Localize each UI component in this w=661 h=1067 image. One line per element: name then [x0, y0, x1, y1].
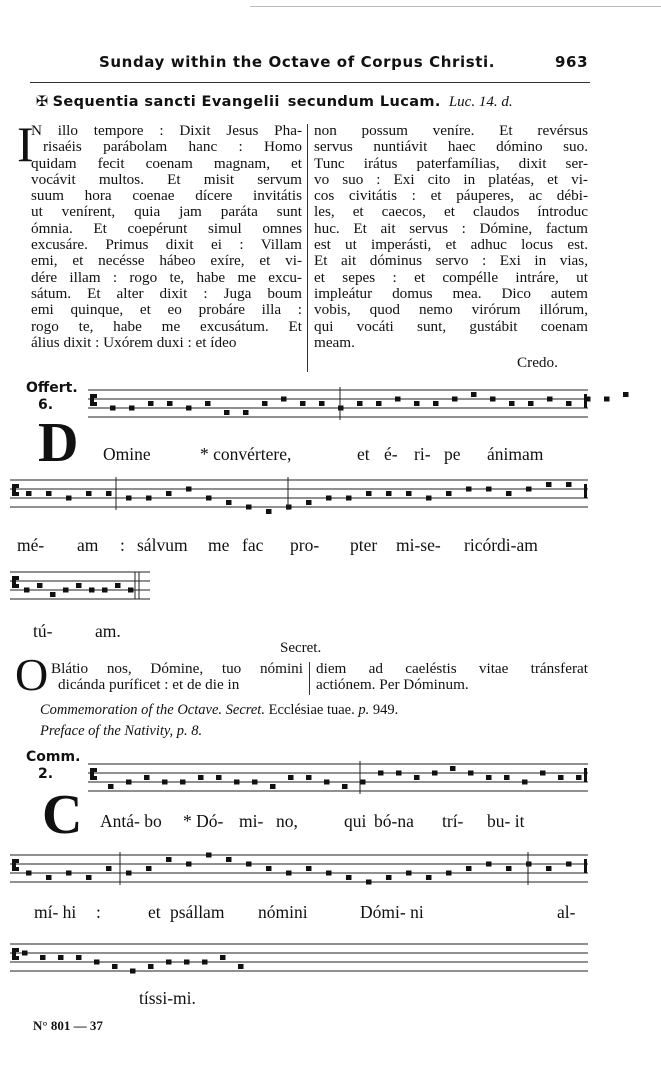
text-line: dicánda puríficet : et de die in: [58, 676, 240, 694]
text-line: est ut imperásti, et adhuc locus est.: [314, 236, 588, 254]
commemoration-page-label: p.: [358, 702, 370, 718]
text-line: Blátio nos, Dómine, tuo nómini: [51, 660, 303, 677]
lyric-syllable: trí-: [442, 811, 464, 831]
top-rule: [250, 6, 661, 7]
text-line: vocávit multos. Et misit servum: [31, 170, 302, 188]
text-line: ómnia. Et coepérunt simul omnes: [31, 219, 302, 237]
gospel-title: Sequentia sancti Evangelii: [52, 94, 280, 110]
page-number: 963: [555, 53, 589, 71]
text-line: suum hora coenae dícere invitátis: [31, 187, 302, 205]
lyric-syllable: et: [357, 444, 370, 464]
lyric-syllable: ánimam: [487, 444, 544, 464]
communion-staff-1: [0, 752, 590, 812]
lyric-syllable: mi-: [239, 811, 264, 831]
text-line: quidam fecit coenam magnam, et: [31, 154, 302, 172]
lyric-syllable: * convértere,: [200, 444, 292, 464]
commemoration-text: Ecclésiae tuae.: [264, 702, 359, 718]
text-line: non possum veníre. Et revérsus: [314, 122, 588, 139]
text-line: huc. Et ait servus : Dómine, factum: [314, 219, 588, 237]
text-line: álius dixit : Uxórem duxi : et ídeo: [31, 333, 237, 351]
text-line: diem ad caeléstis vitae tránsferat: [316, 660, 588, 677]
lyric-syllable: mé-: [17, 535, 45, 555]
lyric-syllable: mí- hi: [34, 902, 77, 922]
lyric-syllable: :: [120, 535, 125, 555]
offertory-initial: D: [38, 412, 79, 474]
lyric-syllable: pro-: [290, 535, 320, 555]
text-line: impleátur domus mea. Dico autem: [314, 284, 588, 302]
lyric-syllable: é-: [384, 444, 398, 464]
communion-staff-2: [0, 843, 590, 903]
gospel-title-right: secundum Lucam.: [287, 94, 441, 110]
lyric-syllable: * Dó-: [183, 811, 224, 831]
lyric-syllable: qui: [344, 811, 367, 831]
lyric-syllable: Antá- bo: [100, 811, 162, 831]
lyric-syllable: et: [148, 902, 161, 922]
text-line: ut venírent, quia jam paráta sunt: [31, 203, 302, 221]
text-line: risaéis parábolam hanc : Homo: [43, 138, 302, 156]
lyric-syllable: am: [77, 535, 99, 555]
offertory-mode: 6.: [38, 397, 54, 413]
secret-heading: Secret.: [280, 640, 322, 656]
text-line: meam.: [314, 333, 355, 351]
text-line: excusáre. Primus dixit ei : Villam: [31, 236, 302, 254]
text-line: rogo te, habe me excusátum. Et: [31, 317, 302, 335]
text-line: N illo tempore : Dixit Jesus Pha-: [31, 122, 302, 139]
text-line: cos civitátis : et páuperes, ac débi-: [314, 187, 588, 205]
text-line: et sepes : et compélle intráre, ut: [314, 268, 588, 286]
lyric-syllable: psállam: [170, 902, 225, 922]
text-line: Et ait dóminus servo : Exi in vias,: [314, 252, 588, 270]
lyric-syllable: tú-: [33, 621, 53, 641]
lyric-syllable: me: [208, 535, 230, 555]
secret-left-column: [51, 661, 303, 694]
text-line: qui vocáti sunt, gustábit coenam: [314, 317, 588, 335]
gospel-reference: Luc. 14. d.: [448, 94, 513, 110]
preface-page: p. 8.: [173, 723, 203, 739]
text-line: vo suo : Exi cito in platéas, et vi-: [314, 170, 588, 188]
gospel-dropcap: I: [17, 116, 34, 172]
gospel-left-column: [31, 123, 302, 351]
offertory-staff-2: [0, 468, 590, 528]
cross-icon: ✠: [36, 94, 49, 110]
running-title: Sunday within the Octave of Corpus Christi.: [99, 53, 496, 71]
lyric-syllable: fac: [242, 535, 264, 555]
text-line: sátum. Et alter dixit : Juga boum: [31, 284, 302, 302]
lyric-syllable: pter: [350, 535, 378, 555]
communion-initial: C: [42, 784, 83, 846]
lyric-syllable: pe: [444, 444, 461, 464]
column-divider: [307, 124, 308, 372]
lyric-syllable: bó-na: [374, 811, 414, 831]
text-line: dére illam : rogo te, habe me excu-: [31, 268, 302, 286]
lyric-syllable: Omine: [103, 444, 151, 464]
secret-divider: [309, 662, 310, 695]
lyric-syllable: :: [96, 902, 101, 922]
credo: Credo.: [517, 354, 558, 371]
lyric-syllable: ricórdi-am: [464, 535, 538, 555]
lyric-syllable: mi-se-: [396, 535, 441, 555]
lyric-syllable: tíssi-mi.: [139, 988, 196, 1008]
text-line: actiónem. Per Dóminum.: [316, 676, 469, 694]
preface-label: Preface of the Nativity,: [40, 723, 174, 739]
commemoration-label: Commemoration of the Octave. Secret.: [40, 702, 265, 718]
secret-dropcap: O: [15, 649, 49, 700]
lyric-syllable: nómini: [258, 902, 308, 922]
lyric-syllable: no,: [276, 811, 298, 831]
footer-signature: N° 801 — 37: [33, 1018, 103, 1033]
offertory-label: Offert.: [26, 380, 78, 396]
communion-staff-3: [0, 930, 590, 990]
lyric-syllable: al-: [557, 902, 576, 922]
commemoration: [40, 702, 398, 719]
text-line: vobis, quod nemo virórum illórum,: [314, 301, 588, 319]
text-line: emi, et necésse hábeo exíre, et vi-: [31, 252, 302, 270]
lyric-syllable: bu- it: [487, 811, 525, 831]
offertory-staff-1: [0, 380, 590, 440]
lyric-syllable: sálvum: [137, 535, 188, 555]
text-line: emi quinque, et eo probáre illa :: [31, 301, 302, 319]
text-line: Tunc irátus paterfamílias, dixit ser-: [314, 154, 588, 172]
lyric-syllable: ri-: [414, 444, 431, 464]
offertory-staff-3: [0, 560, 590, 620]
communion-mode: 2.: [38, 766, 54, 782]
lyric-syllable: Dómi- ni: [360, 902, 424, 922]
preface: [40, 723, 202, 740]
lyric-syllable: am.: [95, 621, 121, 641]
gospel-right-column: [314, 123, 588, 351]
gospel-heading: [36, 93, 513, 111]
communion-label: Comm.: [26, 749, 81, 765]
header-rule: [30, 82, 590, 83]
text-line: les, et caecos, et claudos íntroduc: [314, 203, 588, 221]
commemoration-page: 949.: [369, 702, 399, 718]
secret-right-column: [316, 661, 588, 694]
text-line: servus nuntiávit haec dómino suo.: [314, 138, 588, 156]
